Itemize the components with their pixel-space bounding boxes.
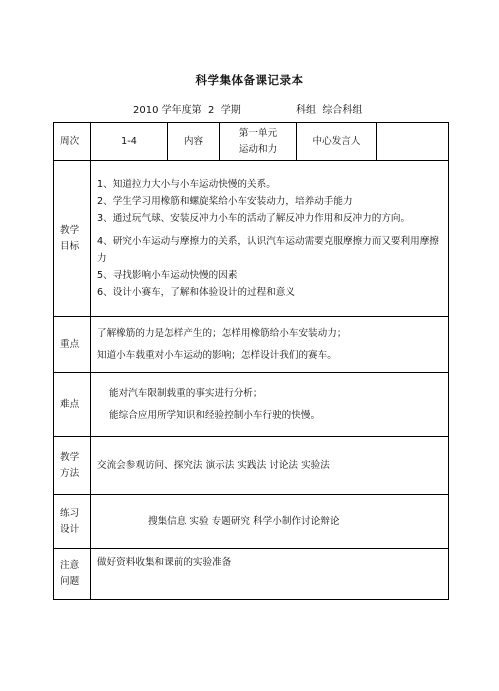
practice-label-line-2: 设计 bbox=[60, 523, 80, 535]
goal-item: 2、学生学习用橡筋和螺旋桨给小车安装动力，培养动手能力 bbox=[97, 196, 353, 207]
content-line-1: 第一单元 bbox=[238, 127, 278, 139]
practice-content bbox=[91, 495, 449, 549]
notes-content bbox=[91, 549, 449, 600]
key-row bbox=[54, 317, 449, 373]
difficult-item: 能对汽车限制载重的事实进行分析； bbox=[109, 387, 263, 399]
practice-row bbox=[54, 495, 449, 549]
difficult-content bbox=[91, 373, 449, 437]
speaker-label: 中心发言人 bbox=[297, 123, 377, 161]
method-content bbox=[91, 437, 449, 495]
week-value: 1-4 bbox=[91, 123, 168, 161]
goal-item: 6、设计小赛车，了解和体验设计的过程和意义 bbox=[97, 287, 295, 298]
method-label-line-2: 方法 bbox=[60, 467, 80, 479]
header-row bbox=[54, 123, 449, 161]
key-item: 知道小车载重对小车运动的影响；怎样设计我们的赛车。 bbox=[97, 349, 337, 361]
method-value: 交流会参观访问、探究法 演示法 实践法 讨论法 实验法 bbox=[97, 459, 330, 471]
notes-row bbox=[54, 549, 449, 600]
goals-label bbox=[54, 161, 91, 317]
notes-value: 做好资料收集和课前的实验准备 bbox=[97, 557, 232, 568]
method-label bbox=[54, 437, 91, 495]
week-label: 周次 bbox=[54, 123, 91, 161]
goals-label-line-2: 目标 bbox=[60, 240, 80, 252]
content-value bbox=[220, 123, 297, 161]
speaker-value bbox=[377, 123, 449, 161]
difficult-row bbox=[54, 373, 449, 437]
difficult-item: 能综合应用所学知识和经验控制小车行驶的快慢。 bbox=[109, 409, 321, 421]
notes-label bbox=[54, 549, 91, 600]
practice-label bbox=[54, 495, 91, 549]
subject-group: 科组 综合科组 bbox=[296, 105, 363, 116]
key-content bbox=[91, 317, 449, 373]
document-title: 科学集体备课记录本 bbox=[195, 73, 304, 87]
practice-value: 搜集信息 实验 专题研究 科学小制作讨论辩论 bbox=[148, 515, 340, 527]
goal-item: 5、寻找影响小车运动快慢的因素 bbox=[97, 270, 238, 281]
goals-row bbox=[54, 161, 449, 317]
goals-label-line-1: 教学 bbox=[60, 224, 80, 236]
method-label-line-1: 教学 bbox=[60, 451, 80, 463]
method-row bbox=[54, 437, 449, 495]
notes-label-line-1: 注意 bbox=[60, 560, 80, 571]
content-label: 内容 bbox=[168, 123, 220, 161]
lesson-plan-table bbox=[53, 122, 449, 600]
year-term: 2010 学年度第 2 学期 bbox=[133, 105, 241, 116]
goal-item: 4、研究小车运动与摩擦力的关系，认识汽车运动需要克服摩擦力而又要利用摩擦力 bbox=[97, 236, 439, 264]
notes-label-line-2: 问题 bbox=[60, 576, 80, 587]
goals-content bbox=[91, 161, 449, 317]
key-item: 了解橡筋的力是怎样产生的；怎样用橡筋给小车安装动力； bbox=[97, 327, 347, 339]
key-label: 重点 bbox=[54, 317, 91, 373]
content-line-2: 运动和力 bbox=[238, 143, 278, 155]
goal-item: 3、通过玩气球、安装反冲力小车的活动了解反冲力作用和反冲力的方向。 bbox=[97, 213, 411, 224]
practice-label-line-1: 练习 bbox=[60, 507, 80, 519]
goal-item: 1、知道拉力大小与小车运动快慢的关系。 bbox=[97, 179, 276, 190]
difficult-label: 难点 bbox=[54, 373, 91, 437]
